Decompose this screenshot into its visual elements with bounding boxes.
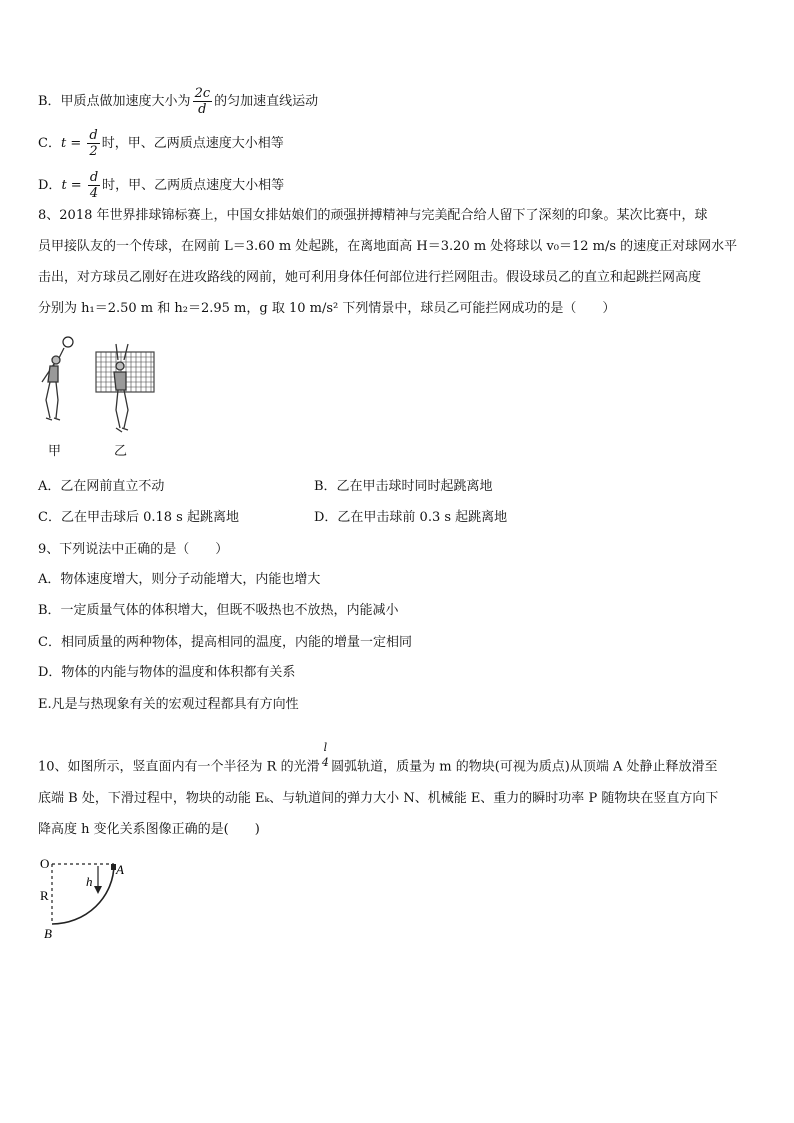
q9-stem: 9、下列说法中正确的是（ ） bbox=[38, 542, 229, 557]
q8-stem-line-4: 分别为 h₁＝2.50 m 和 h₂＝2.95 m，g 取 10 m/s² 下列情景中，球员乙可能拦网成功的是（ ） bbox=[38, 301, 616, 316]
q8-option-a: A．乙在网前直立不动 bbox=[38, 479, 165, 494]
q9-option-b: B．一定质量气体的体积增大，但既不吸热也不放热，内能减小 bbox=[38, 603, 399, 618]
arc-track bbox=[52, 864, 114, 924]
q9-option-a: A．物体速度增大，则分子动能增大，内能也增大 bbox=[38, 572, 321, 587]
q9-option-e: E.凡是与热现象有关的宏观过程都具有方向性 bbox=[38, 697, 299, 712]
fraction: $\frac{d}{2}$ bbox=[89, 128, 98, 159]
q10-stem-line-2: 底端 B 处，下滑过程中，物块的动能 Eₖ、与轨道间的弹力大小 N、机械能 E、重力的瞬时功率 P 随物块在竖直方向下 bbox=[38, 791, 719, 806]
quarter-circle-track-figure bbox=[38, 852, 148, 942]
q8-stem-line-3: 击出，对方球员乙刚好在进攻路线的网前，她可利用身体任何部位进行拦网阻击。假设球员乙的直立和起跳拦网高度 bbox=[38, 270, 702, 285]
fraction: $\frac{2c}{d}$ bbox=[194, 86, 211, 117]
fraction: $\frac{d}{4}$ bbox=[89, 170, 99, 201]
q8-option-d: D．乙在甲击球前 0.3 s 起跳离地 bbox=[314, 510, 508, 525]
q9-option-c: C．相同质量的两种物体，提高相同的温度，内能的增量一定相同 bbox=[38, 635, 412, 650]
volleyball-figure bbox=[34, 330, 164, 460]
label-h: h bbox=[86, 874, 93, 889]
label-b: B bbox=[44, 926, 52, 941]
q7-option-b: B．甲质点做加速度大小为 $\frac{2c}{d}$ 的匀加速直线运动 bbox=[38, 86, 319, 117]
q8-stem-line-2: 员甲接队友的一个传球，在网前 L＝3.60 m 处起跳，在离地面高 H＝3.20 m 处将球以 v₀＝12 m/s 的速度正对球网水平 bbox=[38, 239, 738, 254]
q9-option-d: D．物体的内能与物体的温度和体积都有关系 bbox=[38, 665, 296, 680]
label-a: A bbox=[116, 862, 124, 877]
q7-option-d: D．t = $\frac{d}{4}$ 时，甲、乙两质点速度大小相等 bbox=[38, 170, 285, 201]
q8-option-b: B．乙在甲击球时同时起跳离地 bbox=[314, 479, 493, 494]
fraction: l 4 bbox=[321, 741, 329, 769]
q8-stem-line-1: 8、2018 年世界排球锦标赛上，中国女排姑娘们的顽强拼搏精神与完美配合给人留下了深刻的印象。某次比赛中，球 bbox=[38, 208, 708, 223]
q8-option-c: C．乙在甲击球后 0.18 s 起跳离地 bbox=[38, 510, 239, 525]
q10-stem-line-3: 降高度 h 变化关系图像正确的是( ) bbox=[38, 822, 260, 837]
ball-icon bbox=[63, 337, 73, 347]
figure-label-jia: 甲 bbox=[48, 444, 62, 459]
player-jia-icon bbox=[42, 348, 64, 420]
figure-label-yi: 乙 bbox=[114, 444, 128, 459]
label-r: R bbox=[40, 888, 49, 903]
label-o: O bbox=[40, 856, 50, 871]
q10-stem-line-1: 10、如图所示，竖直面内有一个半径为 R 的光滑 l 4 圆弧轨道，质量为 m 的物块(可视为质点)从顶端 A 处静止释放滑至 bbox=[38, 741, 718, 775]
q7-option-c: C．t = $\frac{d}{2}$ 时，甲、乙两质点速度大小相等 bbox=[38, 128, 284, 159]
